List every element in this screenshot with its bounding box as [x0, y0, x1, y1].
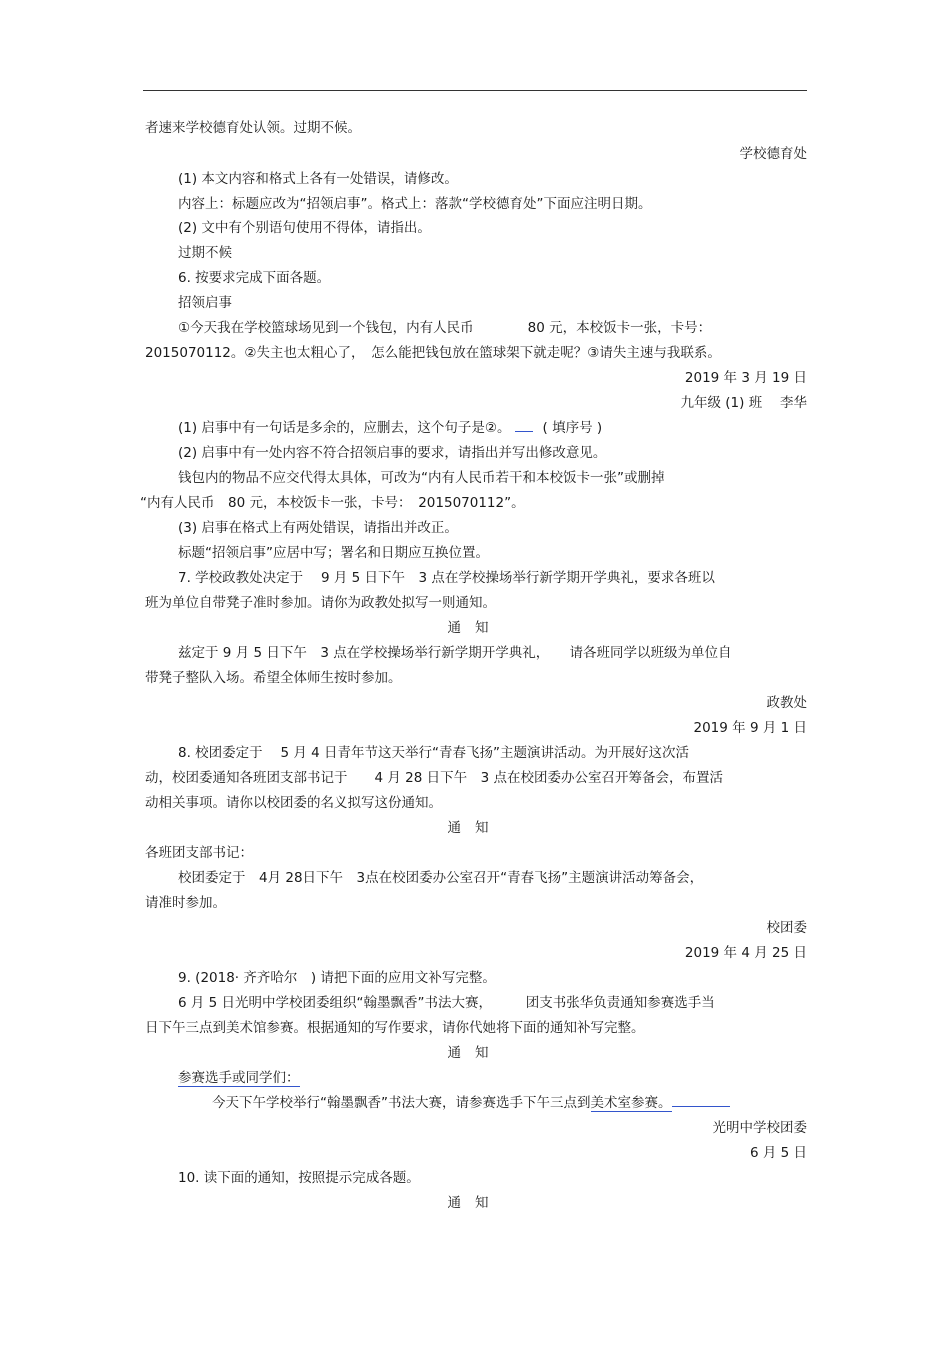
text-line: ①今天我在学校篮球场见到一个钱包，内有人民币 80 元，本校饭卡一张，卡号：: [178, 320, 712, 336]
date-line: 2019 年 4 月 25 日: [684, 945, 807, 961]
signature-line: 学校德育处: [739, 146, 807, 162]
question-line: (3) 启事在格式上有两处错误，请指出并改正。: [178, 520, 458, 536]
text-line: 兹定于 9 月 5 日下午 3 点在学校操场举行新学期开学典礼， 请各班同学以班级为单位自: [178, 645, 732, 661]
notice-title: 通知: [447, 820, 503, 836]
answer-blank: [515, 419, 533, 432]
text-line: 日下午三点到美术馆参赛。根据通知的写作要求，请你代她将下面的通知补写完整。: [145, 1020, 645, 1036]
answer-line: 钱包内的物品不应交代得太具体，可改为“内有人民币若干和本校饭卡一张”或删掉: [178, 470, 665, 486]
question-line: (1) 本文内容和格式上各有一处错误，请修改。: [178, 171, 458, 187]
text-line: 班为单位自带凳子准时参加。请你为政教处拟写一则通知。: [145, 595, 496, 611]
signature-line: 校团委: [766, 920, 807, 936]
text-line: 带凳子整队入场。希望全体师生按时参加。: [145, 670, 402, 686]
text-line: 请准时参加。: [145, 895, 226, 911]
answer-line: 内容上：标题应改为“招领启事”。格式上：落款“学校德育处”下面应注明日期。: [178, 196, 652, 212]
text-line: 6 月 5 日光明中学校团委组织“翰墨飘香”书法大赛， 团支书张华负责通知参赛选手当: [178, 995, 715, 1011]
question-hint: ( 填序号 ): [542, 420, 603, 436]
question-heading: 6. 按要求完成下面各题。: [178, 270, 331, 286]
question-heading: 8. 校团委定于 5 月 4 日青年节这天举行“青春飞扬”主题演讲活动。为开展好这次活: [178, 745, 690, 761]
top-rule: [143, 90, 807, 91]
filled-answer: 美术室参赛。: [590, 1095, 672, 1111]
salutation: [178, 1069, 300, 1087]
question-line: (2) 启事中有一处内容不符合招领启事的要求，请指出并写出修改意见。: [178, 445, 607, 461]
text-line: 动相关事项。请你以校团委的名义拟写这份通知。: [145, 795, 442, 811]
text-line: 校团委定于 4月 28日下午 3点在校团委办公室召开“青春飞扬”主题演讲活动筹备会，: [178, 870, 704, 886]
notice-title: 通知: [447, 1045, 503, 1061]
question-line: [178, 419, 602, 437]
date-line: 2019 年 9 月 1 日: [693, 720, 807, 736]
question-heading: 10. 读下面的通知，按照提示完成各题。: [178, 1170, 420, 1186]
notice-title: 通知: [447, 620, 503, 636]
text-line: 动，校团委通知各班团支部书记于 4 月 28 日下午 3 点在校团委办公室召开筹备会，布置活: [145, 770, 724, 786]
answer-line: 标题“招领启事”应居中写；署名和日期应互换位置。: [178, 545, 489, 561]
text-line: 者速来学校德育处认领。过期不候。: [145, 120, 361, 136]
answer-underline: [672, 1094, 730, 1107]
salutation-answer: 参赛选手或同学们：: [178, 1070, 300, 1086]
notice-title: 招领启事: [178, 295, 232, 311]
signature-line: 政教处: [766, 695, 807, 711]
text-line: [212, 1094, 730, 1112]
signature-line: 九年级 (1) 班 李华: [680, 395, 807, 411]
salutation: 各班团支部书记：: [145, 845, 253, 861]
question-heading: 7. 学校政教处决定于 9 月 5 日下午 3 点在学校操场举行新学期开学典礼，要求各班以: [178, 570, 715, 586]
answer-line: 过期不候: [178, 245, 232, 261]
date-line: 6 月 5 日: [749, 1145, 807, 1161]
text-line: 2015070112。②失主也太粗心了， 怎么能把钱包放在篮球架下就走呢？③请失主速与我联系。: [145, 345, 721, 361]
notice-title: 通知: [447, 1195, 503, 1211]
notice-body: 今天下午学校举行“翰墨飘香”书法大赛，请参赛选手下午三点到: [212, 1095, 591, 1111]
signature-line: 光明中学校团委: [712, 1120, 807, 1136]
question-heading: 9. (2018· 齐齐哈尔 ) 请把下面的应用文补写完整。: [178, 970, 496, 986]
question-line: (2) 文中有个别语句使用不得体，请指出。: [178, 220, 431, 236]
question-text: (1) 启事中有一句话是多余的，应删去，这个句子是②。: [178, 420, 511, 436]
date-line: 2019 年 3 月 19 日: [684, 370, 807, 386]
answer-line: “内有人民币 80 元，本校饭卡一张，卡号： 2015070112”。: [140, 495, 525, 511]
